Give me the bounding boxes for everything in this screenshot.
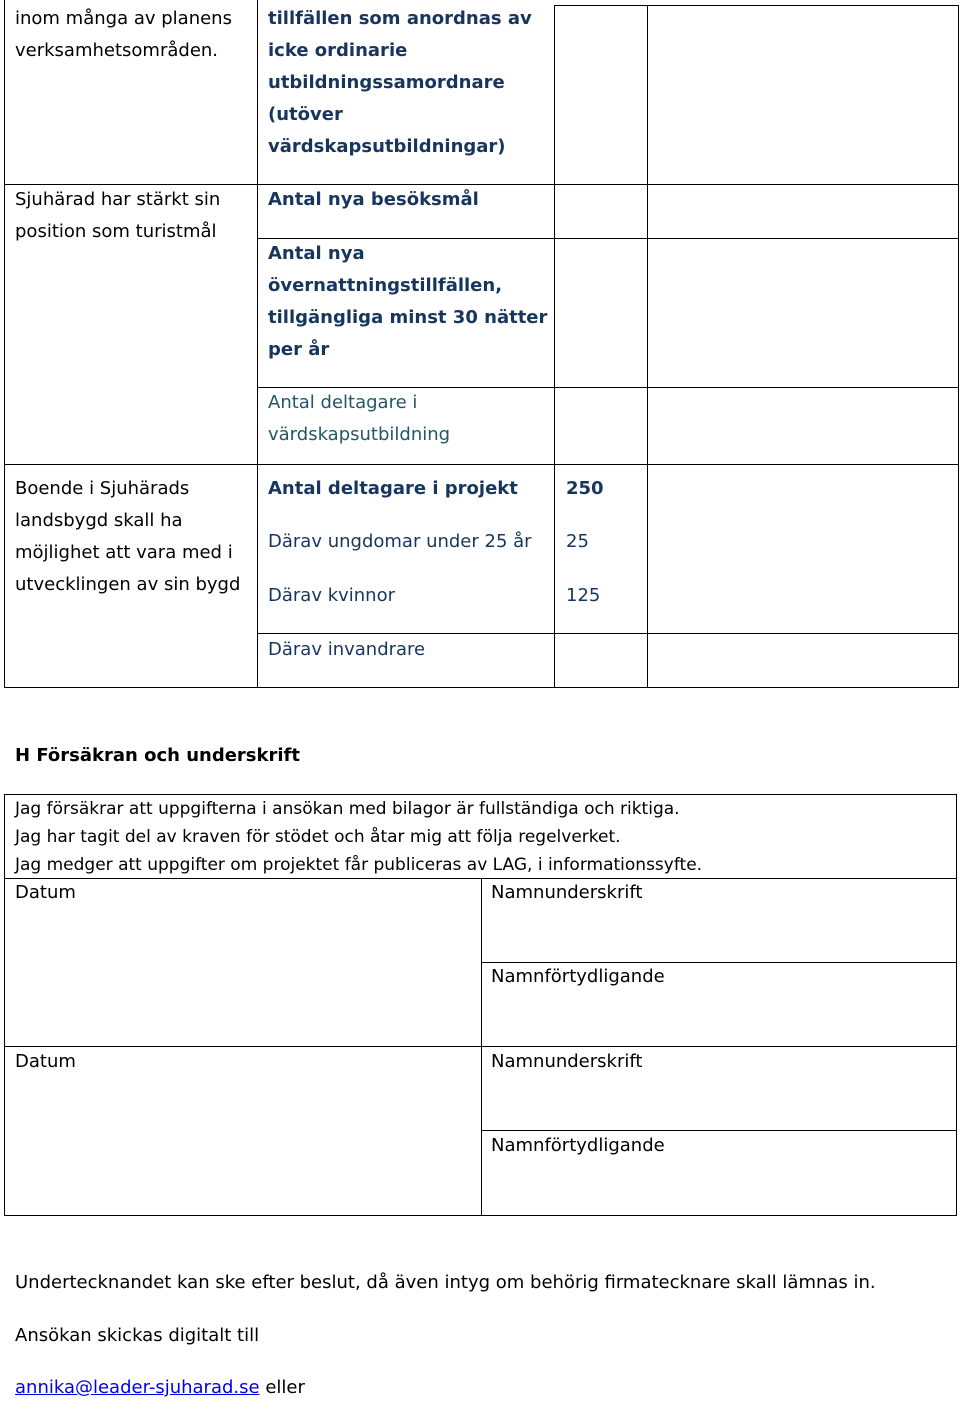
goal-3-line-4: utvecklingen av sin bygd (15, 574, 241, 595)
indicator-overnight-line-4: per år (268, 339, 330, 360)
indicator-hosting-line-1: Antal deltagare i (268, 392, 418, 413)
indicator-hosting-line-2: värdskapsutbildning (268, 424, 451, 445)
goal-3-line-1: Boende i Sjuhärads (15, 478, 190, 499)
date-label-2: Datum (15, 1051, 76, 1072)
indicator-overnight-line-2: övernattningstillfällen, (268, 275, 503, 296)
send-instruction: Ansökan skickas digitalt till (15, 1325, 260, 1346)
indicator-new-destinations: Antal nya besöksmål (268, 189, 479, 210)
indicator-immigrants: Därav invandrare (268, 639, 426, 660)
email-link[interactable]: annika@leader-sjuharad.se (15, 1377, 260, 1398)
goal-3-line-3: möjlighet att vara med i (15, 542, 233, 563)
goal-1-line-2: verksamhetsområden. (15, 40, 219, 61)
indicator-1-line-1: tillfällen som anordnas av (268, 8, 532, 29)
indicator-1-line-5: värdskapsutbildningar) (268, 136, 506, 157)
goal-2-line-2: position som turistmål (15, 221, 217, 242)
indicator-overnight-line-3: tillgängliga minst 30 nätter (268, 307, 548, 328)
signature-label-2: Namnunderskrift (491, 1051, 643, 1072)
indicator-overnight-line-1: Antal nya (268, 243, 365, 264)
goal-3-line-2: landsbygd skall ha (15, 510, 183, 531)
signing-note: Undertecknandet kan ske efter beslut, då även intyg om behörig firmatecknare skall lämnas in. (15, 1272, 876, 1293)
email-suffix: eller (259, 1377, 305, 1398)
indicator-youth: Därav ungdomar under 25 år (268, 531, 532, 552)
indicator-participants: Antal deltagare i projekt (268, 478, 518, 499)
statement-1: Jag försäkrar att uppgifterna i ansökan med bilagor är fullständiga och riktiga. (15, 799, 680, 819)
statement-3: Jag medger att uppgifter om projektet får publiceras av LAG, i informationssyfte. (15, 855, 703, 875)
date-label-1: Datum (15, 882, 76, 903)
indicator-women: Därav kvinnor (268, 585, 396, 606)
goal-1-line-1: inom många av planens (15, 8, 232, 29)
value-women: 125 (566, 585, 601, 606)
signature-label-1: Namnunderskrift (491, 882, 643, 903)
section-h-heading: H Försäkran och underskrift (15, 745, 300, 766)
indicator-1-line-2: icke ordinarie (268, 40, 408, 61)
statement-2: Jag har tagit del av kraven för stödet och åtar mig att följa regelverket. (15, 827, 621, 847)
clarification-label-1: Namnförtydligande (491, 966, 665, 987)
indicator-1-line-4: (utöver (268, 104, 343, 125)
value-youth: 25 (566, 531, 589, 552)
value-participants: 250 (566, 478, 604, 499)
goal-2-line-1: Sjuhärad har stärkt sin (15, 189, 221, 210)
contact-line (15, 1372, 305, 1404)
indicator-1-line-3: utbildningssamordnare (268, 72, 505, 93)
clarification-label-2: Namnförtydligande (491, 1135, 665, 1156)
